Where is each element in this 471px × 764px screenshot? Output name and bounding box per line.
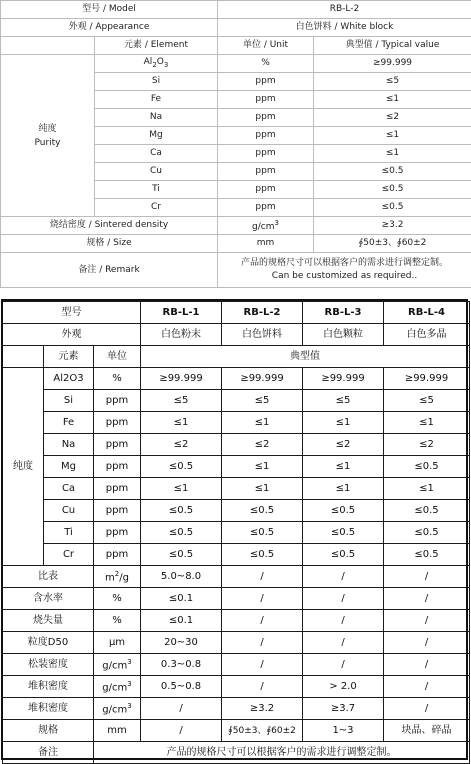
size-row xyxy=(1,235,471,253)
model-name: RB-L-4 xyxy=(384,302,470,324)
value-cell: ≥99.999 xyxy=(384,368,470,390)
value-cell: / xyxy=(222,654,303,676)
purity-label xyxy=(1,55,95,217)
density-value: ≥3.2 xyxy=(314,217,471,235)
appearance-label: 外观 / Appearance xyxy=(1,19,218,37)
value-cell: ≥99.999 xyxy=(314,55,471,73)
typical-header: 典型值 xyxy=(141,346,470,368)
element-cell: Mg xyxy=(44,456,94,478)
value-cell: ≤1 xyxy=(303,412,384,434)
element-cell: Ca xyxy=(44,478,94,500)
value-cell: ≤0.5 xyxy=(222,522,303,544)
value-cell: ≤1 xyxy=(141,478,222,500)
unit-cell: % xyxy=(218,55,314,73)
unit-cell: ppm xyxy=(94,500,141,522)
empty-cell xyxy=(3,346,44,368)
purity-row xyxy=(3,522,470,544)
value-cell: ≤0.1 xyxy=(141,610,222,632)
model-row xyxy=(1,1,471,19)
spec-table-chinese xyxy=(2,301,470,764)
appearance-value: 白色饼料 xyxy=(222,324,303,346)
unit-cell: ppm xyxy=(218,163,314,181)
remark-line-en: Can be customized as required.. xyxy=(218,270,471,283)
purity-label: 纯度 xyxy=(3,368,44,566)
model-name: RB-L-2 xyxy=(222,302,303,324)
value-cell: ≤2 xyxy=(384,434,470,456)
purity-row xyxy=(3,500,470,522)
model-label: 型号 xyxy=(3,302,141,324)
value-cell: ≤2 xyxy=(222,434,303,456)
purity-row xyxy=(3,544,470,566)
value-cell: ≤1 xyxy=(303,456,384,478)
value-cell: / xyxy=(384,676,470,698)
remark-row xyxy=(1,253,471,288)
value-cell: 1~3 xyxy=(303,720,384,742)
unit-cell: $g/cm^3$ xyxy=(94,698,141,720)
model-value: RB-L-2 xyxy=(218,1,471,19)
unit-cell: μm xyxy=(94,632,141,654)
value-cell: ≤1 xyxy=(384,412,470,434)
value-cell: ≥99.999 xyxy=(222,368,303,390)
unit-cell: ppm xyxy=(218,127,314,145)
remark-row xyxy=(3,742,470,764)
value-cell: / xyxy=(222,632,303,654)
appearance-row xyxy=(1,19,471,37)
appearance-value: 白色颗粒 xyxy=(303,324,384,346)
element-cell: Na xyxy=(95,109,218,127)
unit-cell: ppm xyxy=(94,412,141,434)
value-cell: ≤0.5 xyxy=(314,199,471,217)
value-cell: ≤0.5 xyxy=(303,544,384,566)
property-row xyxy=(3,588,470,610)
value-cell: ≤1 xyxy=(222,412,303,434)
value-cell: / xyxy=(303,588,384,610)
value-cell: ≤0.5 xyxy=(384,544,470,566)
value-cell: ≥99.999 xyxy=(303,368,384,390)
value-cell: ≤1 xyxy=(314,127,471,145)
unit-cell: % xyxy=(94,368,141,390)
remark-value: 产品的规格尺寸可以根据客户的需求进行调整定制。 xyxy=(94,742,470,764)
value-cell: ≤1 xyxy=(303,478,384,500)
value-cell: > 2.0 xyxy=(303,676,384,698)
model-name: RB-L-1 xyxy=(141,302,222,324)
property-row xyxy=(3,698,470,720)
property-label: 粒度D50 xyxy=(3,632,94,654)
model-name: RB-L-3 xyxy=(303,302,384,324)
value-cell: ≤1 xyxy=(222,456,303,478)
remark-label: 备注 xyxy=(3,742,94,764)
element-cell: Si xyxy=(44,390,94,412)
property-label: 比表 xyxy=(3,566,94,588)
value-cell: ≤1 xyxy=(314,91,471,109)
purity-row xyxy=(3,368,470,390)
unit-cell: mm xyxy=(94,720,141,742)
unit-cell: $g/cm^3$ xyxy=(94,676,141,698)
value-cell: ≥3.7 xyxy=(303,698,384,720)
unit-cell: ppm xyxy=(218,91,314,109)
value-cell: ≤0.5 xyxy=(141,544,222,566)
element-header: 元素 xyxy=(44,346,94,368)
element-cell: Cr xyxy=(95,199,218,217)
appearance-value: 白色粉末 xyxy=(141,324,222,346)
property-label: 规格 xyxy=(3,720,94,742)
value-cell: ≤1 xyxy=(222,478,303,500)
value-cell: ≤0.5 xyxy=(141,500,222,522)
element-cell: Fe xyxy=(95,91,218,109)
value-cell: / xyxy=(303,654,384,676)
unit-cell: ppm xyxy=(94,456,141,478)
value-cell: ≤1 xyxy=(384,478,470,500)
property-row xyxy=(3,610,470,632)
value-cell: / xyxy=(384,698,470,720)
property-row xyxy=(3,676,470,698)
element-cell: $Al_2O_3$ xyxy=(95,55,218,73)
unit-cell: % xyxy=(94,588,141,610)
unit-header: 单位 / Unit xyxy=(218,37,314,55)
property-label: 含水率 xyxy=(3,588,94,610)
value-cell: / xyxy=(222,610,303,632)
value-cell: 0.3~0.8 xyxy=(141,654,222,676)
element-cell: Ca xyxy=(95,145,218,163)
model-label: 型号 / Model xyxy=(1,1,218,19)
property-label: 松装密度 xyxy=(3,654,94,676)
element-cell: Al2O3 xyxy=(44,368,94,390)
value-cell: ≤0.5 xyxy=(314,163,471,181)
element-header: 元素 / Element xyxy=(95,37,218,55)
size-label: 规格 / Size xyxy=(1,235,218,253)
header-row xyxy=(3,346,470,368)
value-cell: ≤0.1 xyxy=(141,588,222,610)
purity-row xyxy=(3,478,470,500)
model-row xyxy=(3,302,470,324)
appearance-row xyxy=(3,324,470,346)
property-row xyxy=(3,566,470,588)
element-cell: Na xyxy=(44,434,94,456)
purity-row xyxy=(3,390,470,412)
element-cell: Mg xyxy=(95,127,218,145)
value-cell: ≤0.5 xyxy=(222,500,303,522)
density-label: 烧结密度 / Sintered density xyxy=(1,217,218,235)
value-cell: ≤0.5 xyxy=(141,522,222,544)
value-cell: ∮50±3、∮60±2 xyxy=(222,720,303,742)
element-cell: Cr xyxy=(44,544,94,566)
value-cell: ≤5 xyxy=(384,390,470,412)
value-cell: 5.0~8.0 xyxy=(141,566,222,588)
value-cell: ≤2 xyxy=(314,109,471,127)
unit-cell: ppm xyxy=(218,199,314,217)
value-cell: / xyxy=(222,588,303,610)
unit-header: 单位 xyxy=(94,346,141,368)
remark-label: 备注 / Remark xyxy=(1,253,218,288)
unit-cell: ppm xyxy=(94,522,141,544)
purity-row xyxy=(3,412,470,434)
value-cell: / xyxy=(222,566,303,588)
property-row xyxy=(3,720,470,742)
appearance-label: 外观 xyxy=(3,324,141,346)
element-cell: Cu xyxy=(95,163,218,181)
property-label: 堆积密度 xyxy=(3,676,94,698)
value-cell: ≤0.5 xyxy=(384,456,470,478)
unit-cell: ppm xyxy=(94,478,141,500)
appearance-value: 白色饼料 / White block xyxy=(218,19,471,37)
value-cell: ≤1 xyxy=(314,145,471,163)
value-cell: / xyxy=(384,654,470,676)
element-cell: Ti xyxy=(44,522,94,544)
purity-row xyxy=(1,55,471,73)
value-cell: / xyxy=(384,610,470,632)
value-cell: ≤2 xyxy=(141,434,222,456)
density-unit: $g/cm^3$ xyxy=(218,217,314,235)
value-cell: / xyxy=(303,632,384,654)
value-cell: / xyxy=(384,632,470,654)
header-row xyxy=(1,37,471,55)
unit-cell: ppm xyxy=(218,145,314,163)
size-unit: mm xyxy=(218,235,314,253)
unit-cell: ppm xyxy=(94,390,141,412)
value-cell: ≤5 xyxy=(314,73,471,91)
value-cell: ≤5 xyxy=(303,390,384,412)
value-cell: / xyxy=(141,720,222,742)
value-cell: ≤0.5 xyxy=(303,522,384,544)
value-cell: ≤5 xyxy=(141,390,222,412)
unit-cell: ppm xyxy=(94,544,141,566)
purity-row xyxy=(3,434,470,456)
value-cell: 20~30 xyxy=(141,632,222,654)
value-cell: 0.5~0.8 xyxy=(141,676,222,698)
value-cell: ≤5 xyxy=(222,390,303,412)
value-cell: ≥3.2 xyxy=(222,698,303,720)
typical-header: 典型值 / Typical value xyxy=(314,37,471,55)
value-cell: ≤0.5 xyxy=(141,456,222,478)
value-cell: ≤2 xyxy=(303,434,384,456)
value-cell: ≥99.999 xyxy=(141,368,222,390)
value-cell: 块晶、碎晶 xyxy=(384,720,470,742)
size-value: ∮50±3、∮60±2 xyxy=(314,235,471,253)
unit-cell: ppm xyxy=(218,73,314,91)
empty-cell xyxy=(1,37,95,55)
purity-label-en: Purity xyxy=(1,136,94,150)
unit-cell: % xyxy=(94,610,141,632)
remark-line-cn: 产品的规格尺寸可以根据客户的需求进行调整定制。 xyxy=(218,257,471,270)
element-cell: Cu xyxy=(44,500,94,522)
value-cell: / xyxy=(384,566,470,588)
property-label: 烧失量 xyxy=(3,610,94,632)
value-cell: ≤1 xyxy=(141,412,222,434)
unit-cell: ppm xyxy=(218,109,314,127)
value-cell: ≤0.5 xyxy=(303,500,384,522)
value-cell: / xyxy=(303,610,384,632)
unit-cell: ppm xyxy=(218,181,314,199)
element-cell: Si xyxy=(95,73,218,91)
value-cell: ≤0.5 xyxy=(384,522,470,544)
element-cell: Ti xyxy=(95,181,218,199)
remark-value xyxy=(218,253,471,288)
value-cell: ≤0.5 xyxy=(314,181,471,199)
appearance-value: 白色多晶 xyxy=(384,324,470,346)
unit-cell: ppm xyxy=(94,434,141,456)
property-label: 堆积密度 xyxy=(3,698,94,720)
purity-row xyxy=(3,456,470,478)
density-row xyxy=(1,217,471,235)
property-row xyxy=(3,632,470,654)
unit-cell: $m^2/g$ xyxy=(94,566,141,588)
element-cell: Fe xyxy=(44,412,94,434)
purity-label-cn: 纯度 xyxy=(1,122,94,136)
value-cell: ≤0.5 xyxy=(384,500,470,522)
value-cell: / xyxy=(303,566,384,588)
value-cell: / xyxy=(222,676,303,698)
value-cell: / xyxy=(384,588,470,610)
value-cell: / xyxy=(141,698,222,720)
value-cell: ≤0.5 xyxy=(222,544,303,566)
unit-cell: $g/cm^3$ xyxy=(94,654,141,676)
property-row xyxy=(3,654,470,676)
spec-table-english xyxy=(0,0,471,288)
